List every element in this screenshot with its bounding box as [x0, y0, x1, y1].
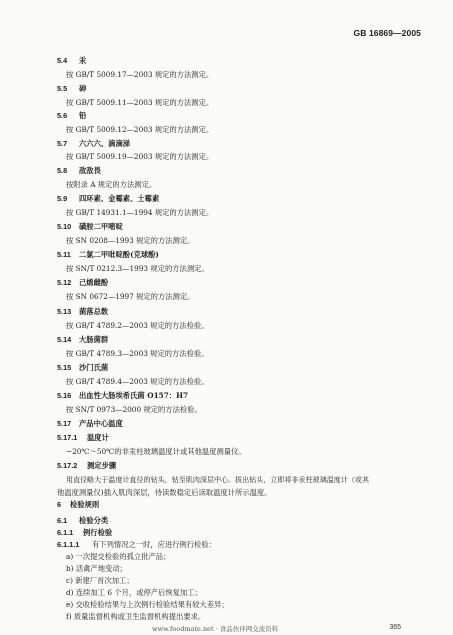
section-title: 出血性大肠埃希氏菌 O157：H7: [79, 391, 189, 400]
section-heading-5-7: [57, 139, 130, 148]
section-title: 沙门氏菌: [79, 363, 109, 372]
chapter-number: 6: [57, 500, 62, 509]
clause-6-1-1-1: [57, 540, 216, 549]
method-line: 按 SN/T 0973—2000 规定的方法检验。: [66, 405, 202, 414]
section-number: 5.9: [57, 194, 68, 203]
method-line: 按 SN 0672—1997 规定的方法测定。: [66, 292, 195, 301]
section-heading-5-9: [57, 194, 159, 203]
section-number: 5.5: [57, 84, 68, 93]
section-heading-5-17-2: [57, 461, 116, 470]
section-heading-5-6: [57, 111, 86, 120]
section-title: 己烯雌酚: [79, 278, 109, 287]
section-title: 检验分类: [79, 516, 109, 525]
section-title: 大肠菌群: [79, 335, 109, 344]
section-title: 测定步骤: [87, 461, 117, 470]
section-number: 5.17.2: [57, 461, 78, 470]
section-number: 5.11: [57, 250, 71, 259]
section-number: 6.1.1: [57, 528, 74, 537]
section-number: 5.13: [57, 307, 72, 316]
chapter-heading-6: [57, 500, 99, 509]
list-item-d: d) 连续加工 6 个月，或停产后恢复加工；: [66, 588, 202, 597]
footer-watermark: www.foodmate.net · 食品伙伴网交流资料: [152, 625, 279, 633]
method-line: 按 SN/T 0212.3—1993 规定的方法测定。: [66, 264, 209, 273]
section-number: 5.15: [57, 363, 72, 372]
section-number: 6.1: [57, 516, 68, 525]
section-number: 5.12: [57, 278, 72, 287]
standard-number: GB 16869—2005: [353, 28, 421, 38]
section-title: 六六六、滴滴涕: [79, 139, 131, 148]
section-number: 5.17.1: [57, 433, 78, 442]
section-number: 5.10: [57, 222, 72, 231]
method-line: 按附录 A 规定的方法测定。: [66, 180, 157, 189]
section-heading-5-8: [57, 166, 101, 175]
section-heading-5-4: [57, 56, 86, 65]
section-title: 温度计: [87, 433, 109, 442]
list-item-f: f) 质量监督机构或卫生监督机构提出要求。: [66, 612, 206, 621]
method-line: 按 GB/T 4789.3—2003 规定的方法检验。: [66, 349, 209, 358]
method-line: 按 GB/T 5009.11—2003 规定的方法测定。: [66, 98, 214, 107]
section-heading-5-13: [57, 307, 108, 316]
section-heading-5-16: [57, 391, 188, 400]
section-title: 产品中心温度: [79, 419, 123, 428]
method-line: 按 GB/T 5009.19—2003 规定的方法测定。: [66, 152, 214, 161]
section-heading-5-14: [57, 335, 108, 344]
section-title: 汞: [79, 56, 87, 65]
section-heading-5-10: [57, 222, 123, 231]
method-line: 按 GB/T 5009.17—2003 规定的方法测定。: [66, 70, 214, 79]
section-title: 铅: [79, 111, 87, 120]
clause-number: 6.1.1.1: [57, 540, 80, 549]
section-title: 菌落总数: [79, 307, 109, 316]
list-item-a: a) 一次提交检验的孤立批产品；: [66, 552, 171, 561]
procedure-line-2: 他温度测量仪)插入肌肉深层，待读数稳定后读取温度计所示温度。: [57, 488, 272, 497]
section-title: 例行检验: [83, 528, 113, 537]
list-item-c: c) 新建厂首次加工；: [66, 576, 134, 585]
page-number: 365: [389, 624, 401, 631]
section-title: 敌敌畏: [79, 166, 101, 175]
chapter-title: 检验规则: [70, 500, 100, 509]
section-heading-5-11: [57, 250, 159, 259]
method-line: 按 GB/T 5009.12—2003 规定的方法测定。: [66, 125, 214, 134]
section-number: 5.4: [57, 56, 68, 65]
section-heading-5-5: [57, 84, 86, 93]
section-title: 四环素、金霉素、土霉素: [79, 194, 160, 203]
section-heading-5-17: [57, 419, 123, 428]
section-number: 5.16: [57, 391, 72, 400]
thermometer-line: −20℃～50℃的非汞柱玻璃温度计或其他温度测量仪。: [66, 447, 246, 456]
section-heading-5-12: [57, 278, 108, 287]
procedure-line-1: 用直径略大于温度计直径的钻头，钻至肌肉深层中心。拔出钻头，立即将非汞柱玻璃温度计（或其: [66, 475, 370, 484]
section-heading-6-1-1: [57, 528, 112, 537]
section-number: 5.14: [57, 335, 72, 344]
section-number: 5.8: [57, 166, 68, 175]
clause-text: 有下列情况之一时，应进行例行检验：: [92, 540, 217, 549]
method-line: 按 GB/T 4789.4—2003 规定的方法检验。: [66, 377, 209, 386]
section-number: 5.7: [57, 139, 68, 148]
section-heading-5-15: [57, 363, 108, 372]
method-line: 按 SN 0208—1993 规定的方法测定。: [66, 236, 195, 245]
section-number: 5.6: [57, 111, 68, 120]
section-heading-5-17-1: [57, 433, 109, 442]
method-line: 按 GB/T 14931.1—1994 规定的方法测定。: [66, 208, 214, 217]
method-line: 按 GB/T 4789.2—2003 规定的方法检验。: [66, 321, 209, 330]
section-title: 磺胺二甲嘧啶: [79, 222, 123, 231]
list-item-e: e) 交收检验结果与上次例行检验结果有较大差异；: [66, 600, 229, 609]
section-title: 砷: [79, 84, 87, 93]
section-title: 二氯二甲吡啶酚(克球酚): [79, 250, 159, 259]
section-heading-6-1: [57, 516, 108, 525]
section-number: 5.17: [57, 419, 72, 428]
list-item-b: b) 活禽产地变动；: [66, 564, 127, 573]
